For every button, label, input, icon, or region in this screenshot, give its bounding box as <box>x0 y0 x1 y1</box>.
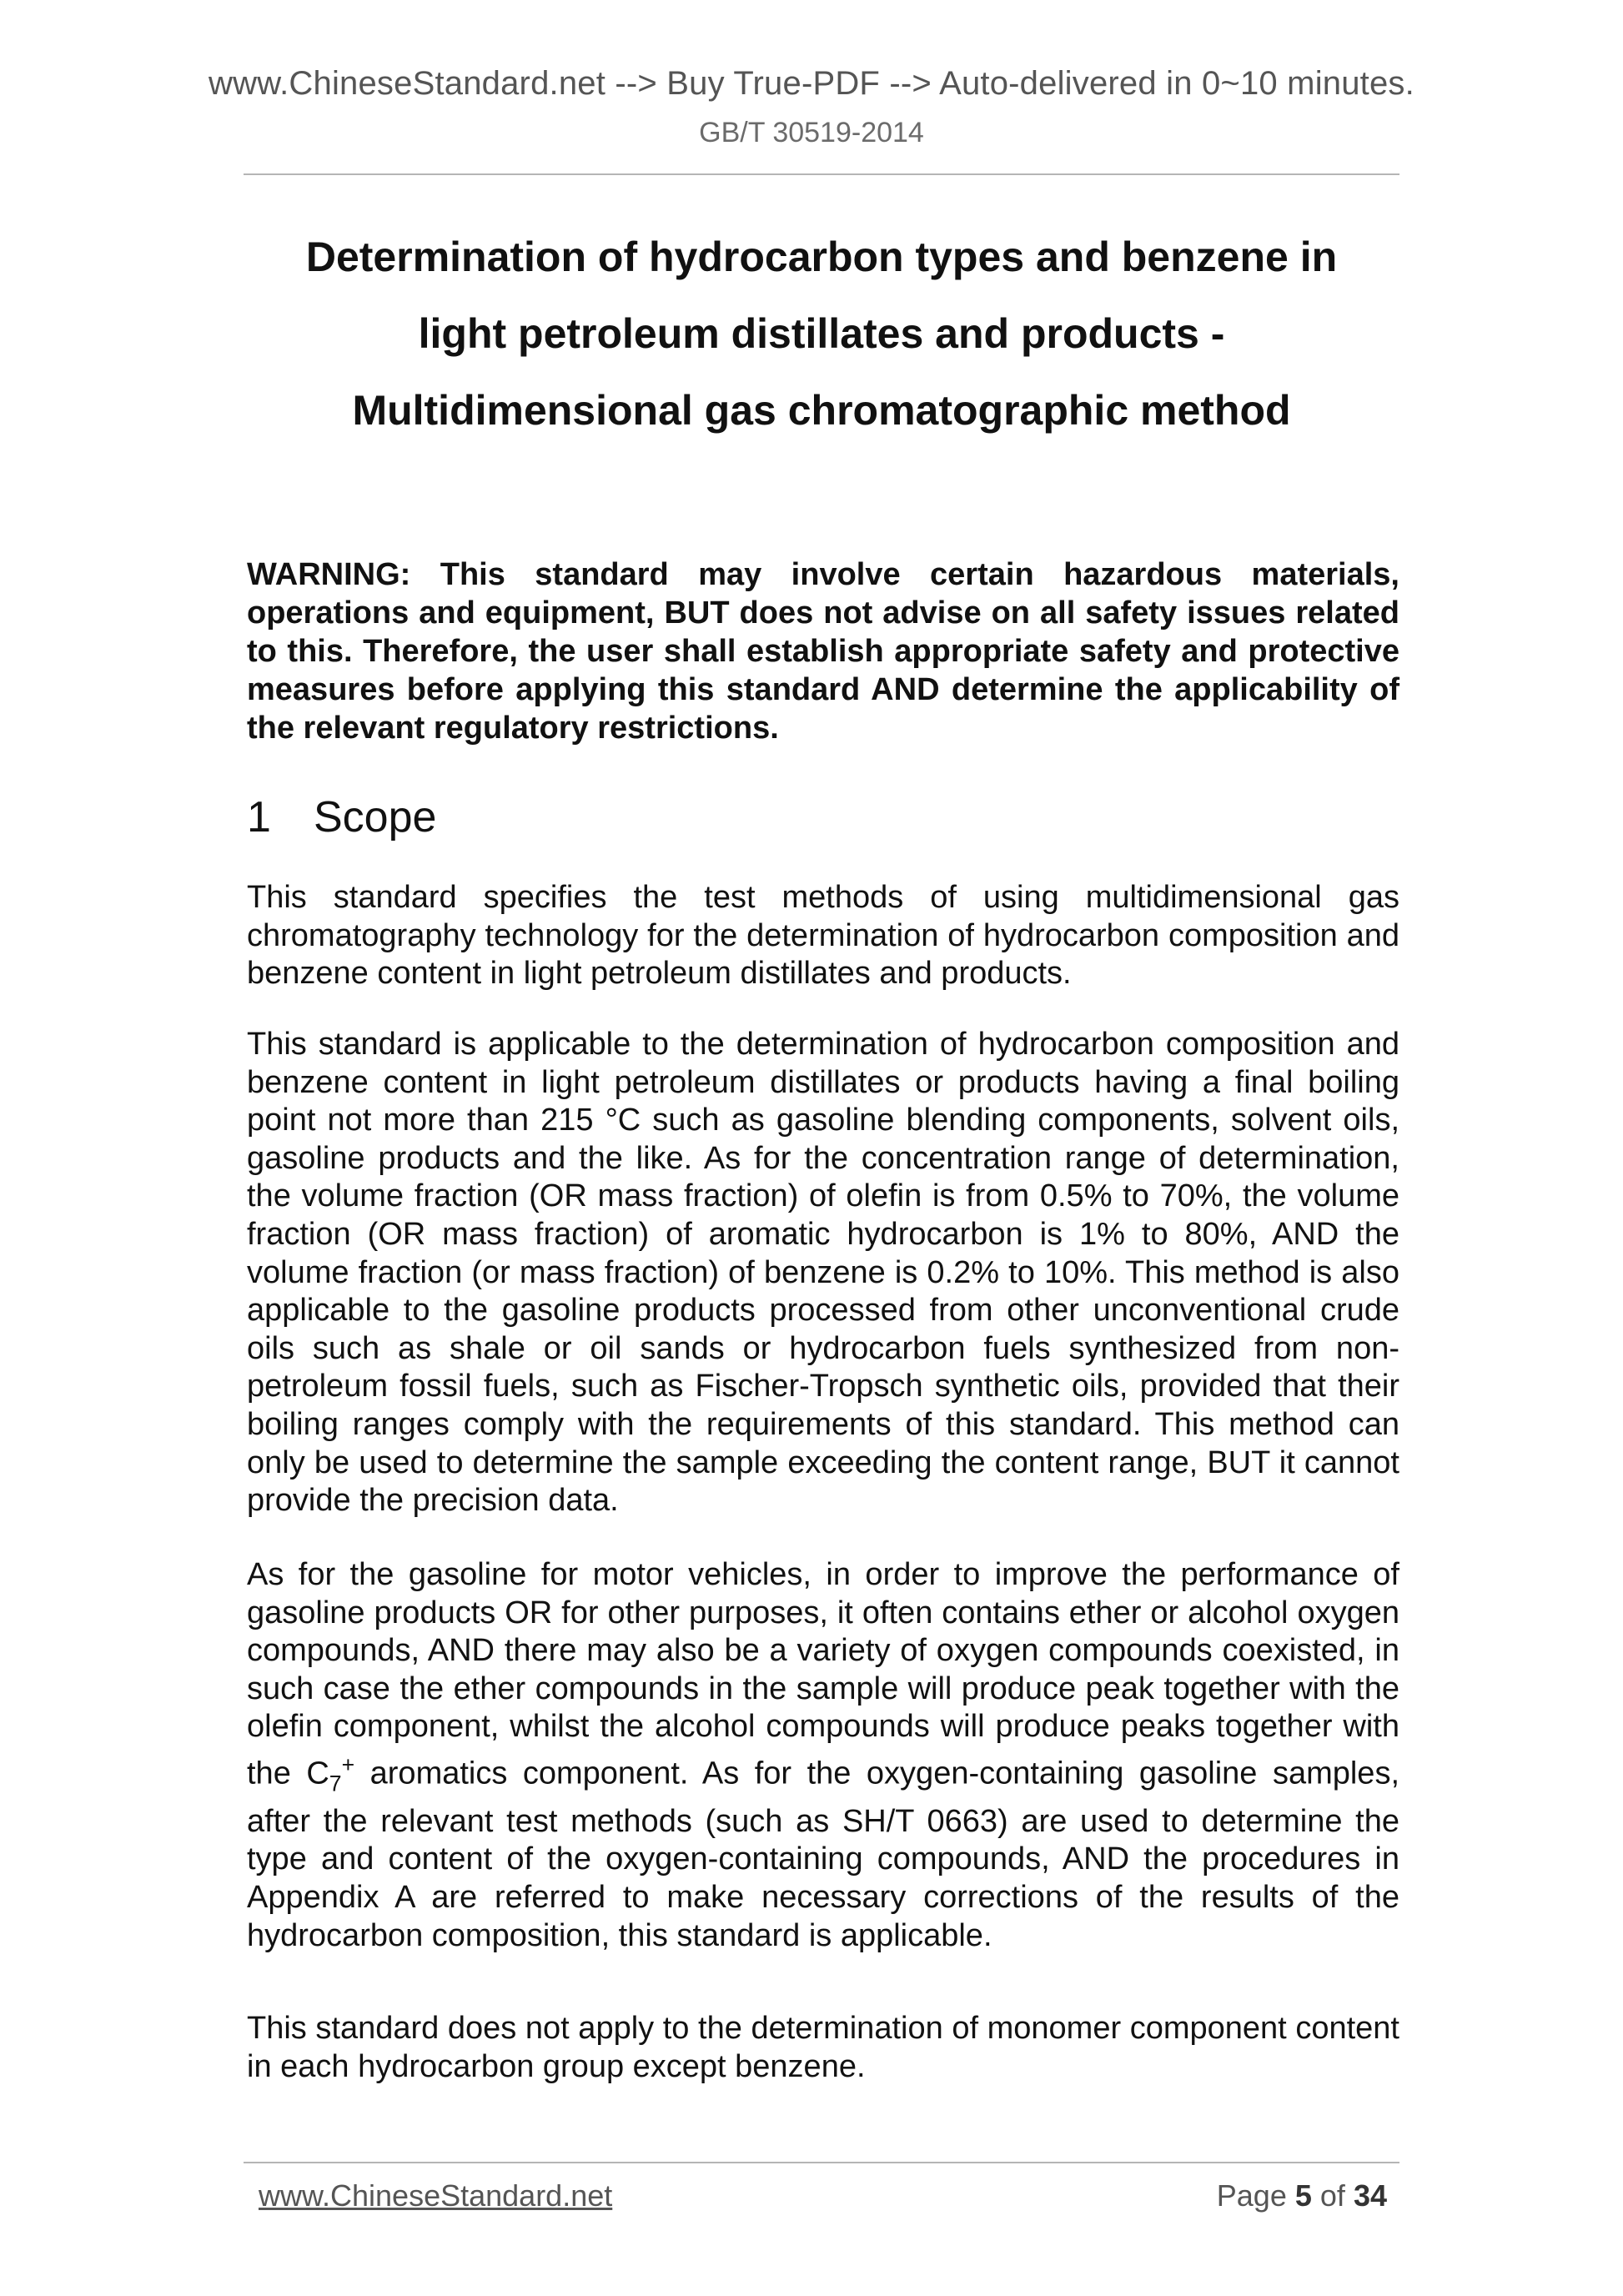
p3-subscript: 7 <box>329 1771 342 1796</box>
warning-paragraph: WARNING: This standard may involve certain hazardous materials, operations and equipment, BUT does not advise on all safety issues related to this. Therefore, the user shall establish appropriate safety and protective measures before applying this standard AND determine the applicability of the relevant regulatory restrictions. <box>247 557 1399 746</box>
title-line-3: Multidimensional gas chromatographic method <box>352 387 1291 434</box>
section-number: 1 <box>247 793 271 842</box>
footer-divider <box>244 2162 1399 2163</box>
p3-text-before: As for the gasoline for motor vehicles, in order to improve the performance of gasoline products OR for other purposes, it often contains ether or alcohol oxygen compounds, AND there may also be a variety of oxygen compounds coexisted, in such case the ether compounds in the sample will produce peak together with the olefin component, whilst the alcohol compounds will produce peaks together with the C <box>247 1557 1399 1791</box>
section-title: Scope <box>314 793 437 842</box>
scope-paragraph-3 <box>247 1556 1399 1955</box>
document-title <box>244 219 1399 449</box>
scope-paragraph-1: This standard specifies the test methods of using multidimensional gas chromatography technology for the determination of hydrocarbon composition and benzene content in light petroleum distillates and products. <box>247 880 1399 992</box>
section-heading-scope <box>247 792 436 842</box>
header-standard-id: GB/T 30519-2014 <box>699 117 924 148</box>
p3-text-after: aromatics component. As for the oxygen-containing gasoline samples, after the relevant test methods (such as SH/T 0663) are used to determine the type and content of the oxygen-containing compounds, AND the procedures in Appendix A are referred to make necessary corrections of the results of the hydrocarbon composition, this standard is applicable. <box>247 1756 1399 1953</box>
page-current: 5 <box>1294 2178 1312 2213</box>
scope-paragraph-4: This standard does not apply to the determination of monomer component content in each hydrocarbon group except benzene. <box>247 2011 1399 2084</box>
scope-paragraph-2: This standard is applicable to the determination of hydrocarbon composition and benzene content in light petroleum distillates or products having a final boiling point not more than 215 °C such as gasoline blending components, solvent oils, gasoline products and the like. As for the concentration range of determination, the volume fraction (OR mass fraction) of olefin is from 0.5% to 70%, the volume fraction (OR mass fraction) of aromatic hydrocarbon is 1% to 80%, AND the volume fraction (or mass fraction) of benzene is 0.2% to 10%. This method is also applicable to the gasoline products processed from other unconventional crude oils such as shale or oil sands or hydrocarbon fuels synthesized from non-petroleum fossil fuels, such as Fischer-Tropsch synthetic oils, provided that their boiling ranges comply with the requirements of this standard. This method can only be used to determine the sample exceeding the content range, BUT it cannot provide the precision data. <box>247 1027 1399 1519</box>
page-total: 34 <box>1353 2178 1387 2213</box>
page-of: of <box>1319 2178 1345 2213</box>
footer-site-link[interactable]: www.ChineseStandard.net <box>259 2178 613 2213</box>
title-line-1: Determination of hydrocarbon types and benzene in <box>305 234 1338 280</box>
title-line-2: light petroleum distillates and products - <box>418 310 1225 357</box>
header-divider <box>244 173 1399 175</box>
page-prefix: Page <box>1216 2178 1287 2213</box>
p3-superscript: + <box>341 1751 355 1777</box>
header-banner[interactable]: www.ChineseStandard.net --> Buy True-PDF --> Auto-delivered in 0~10 minutes. <box>209 65 1414 102</box>
page-indicator <box>1217 2178 1387 2213</box>
